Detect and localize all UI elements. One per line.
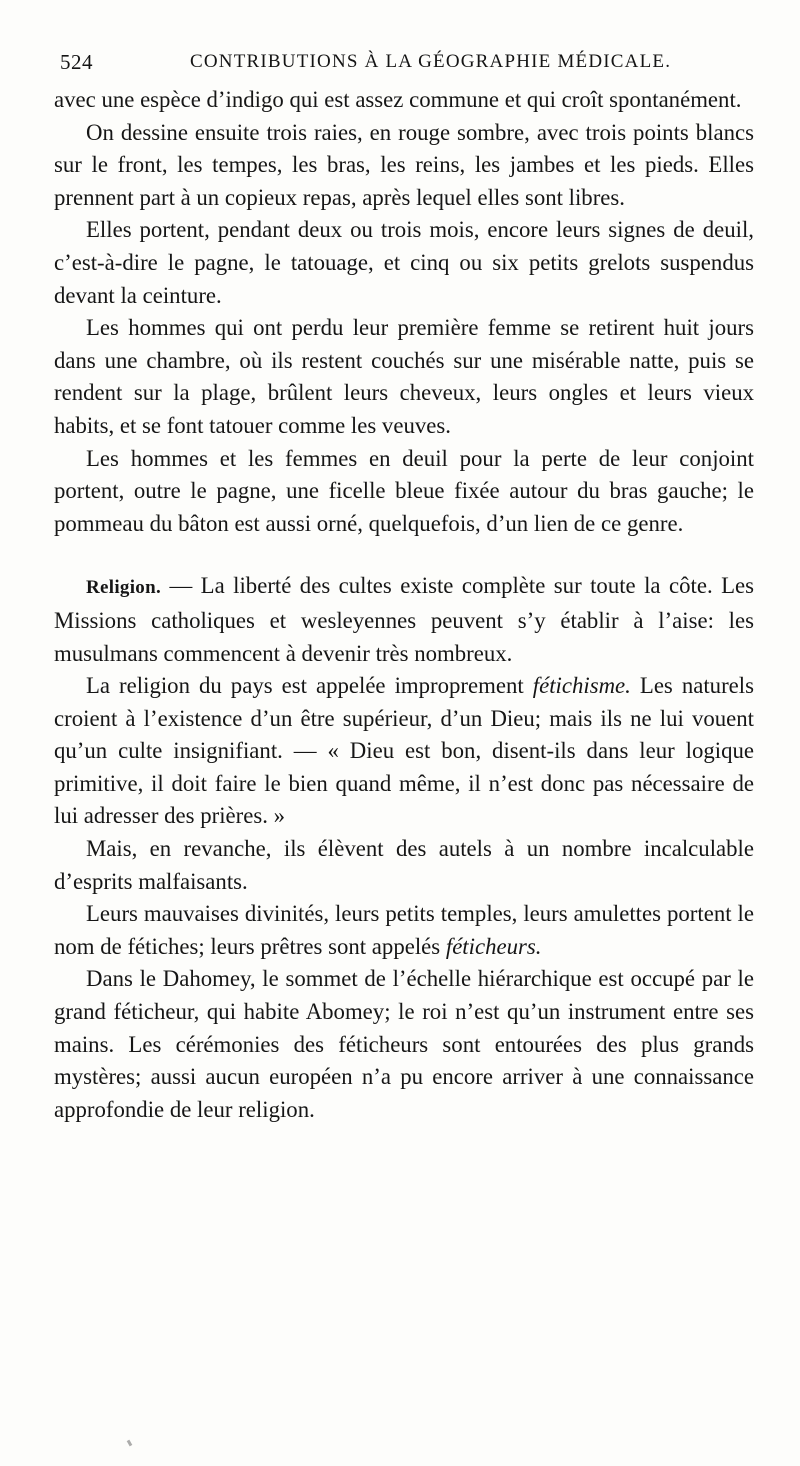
paragraph bbox=[54, 898, 754, 963]
page-header bbox=[60, 50, 752, 78]
paragraph: Les hommes et les femmes en deuil pour la perte de leur conjoint portent, outre le pagne, une ficelle bleue fixée autour du bras gauche; le pommeau du bâton est aussi orné, quelquefois, d’un lien de ce genre. bbox=[54, 445, 754, 536]
paragraph bbox=[54, 670, 754, 833]
paragraph: avec une espèce d’indigo qui est assez commune et qui croît spontanément. bbox=[54, 87, 742, 112]
paragraph: Dans le Dahomey, le sommet de l’échelle hiérarchique est occupé par le grand féticheur, qui habite Abomey; le roi n’est qu’un instrument entre ses mains. Les cérémonies des féticheurs sont entourées des plus grands mystères; aussi aucun européen n’a pu encore arriver à une connaissance approfondie de leur religion. bbox=[54, 966, 754, 1122]
page-number: 524 bbox=[60, 50, 93, 74]
religion-section-paragraph bbox=[54, 570, 754, 670]
paragraph: On dessine ensuite trois raies, en rouge sombre, avec trois points blancs sur le front, les tempes, les bras, les reins, les jambes et les pieds. Elles prennent part à un copieux repas, après lequel elles sont libres. bbox=[54, 119, 754, 210]
section-title: Religion. bbox=[86, 577, 162, 599]
paragraph-text: Les naturels croient à l’existence d’un être supérieur, d’un Dieu; mais ils ne lui vouent qu’un culte insignifiant. — « Dieu est bon, disent-ils dans leur logique primitive, il doit faire le bien quand même, il n’est donc pas nécessaire de lui adresser des prières. » bbox=[54, 673, 754, 829]
paragraph-text: La religion du pays est appelée improprement bbox=[86, 673, 533, 699]
running-title: CONTRIBUTIONS À LA GÉOGRAPHIE MÉDICALE. bbox=[190, 51, 672, 72]
paragraph: Mais, en revanche, ils élèvent des autels à un nombre incalculable d’esprits malfaisants. bbox=[54, 836, 754, 894]
paragraph-text: Leurs mauvaises divinités, leurs petits temples, leurs amulettes portent le nom de fétiches; leurs prêtres sont appelés bbox=[54, 901, 754, 959]
italic-term: fétichisme. bbox=[532, 673, 631, 699]
body-text bbox=[54, 84, 754, 1126]
paragraph: Elles portent, pendant deux ou trois mois, encore leurs signes de deuil, c’est-à-dire le pagne, le tatouage, et cinq ou six petits grelots suspendus devant la ceinture. bbox=[54, 217, 754, 308]
paragraph: Les hommes qui ont perdu leur première femme se retirent huit jours dans une chambre, où ils restent couchés sur une misérable natte, puis se rendent sur la plage, brûlent leurs cheveux, leurs ongles et leurs vieux habits, et se font tatouer comme les veuves. bbox=[54, 315, 754, 438]
italic-term: féticheurs. bbox=[445, 933, 542, 959]
ink-speck bbox=[127, 1440, 133, 1447]
paragraph-text: — La liberté des cultes existe complète sur toute la côte. Les Missions catholiques et wesleyennes peuvent s’y établir à l’aise: les musulmans commencent à devenir très nombreux. bbox=[54, 573, 754, 666]
